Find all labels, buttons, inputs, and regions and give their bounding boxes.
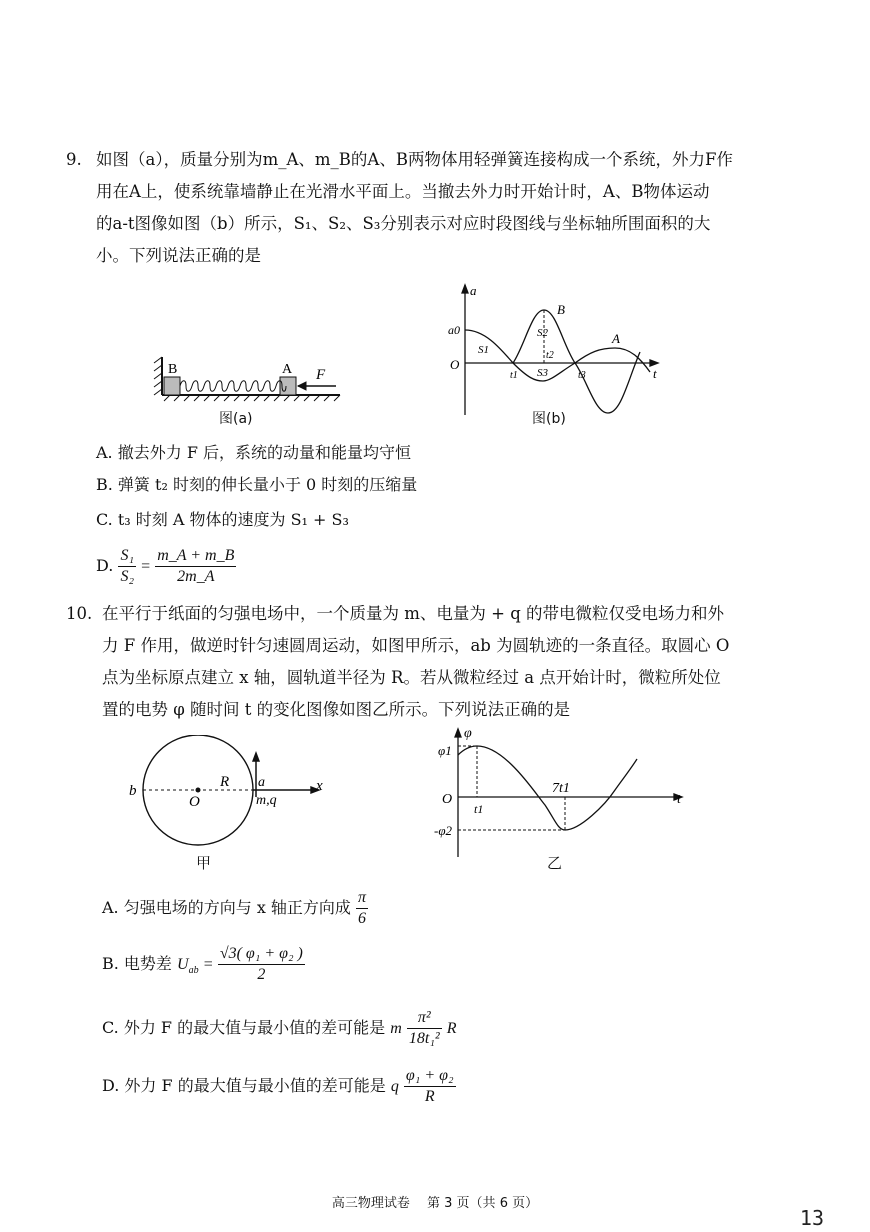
q9-d-lhs-den: S₂: [120, 568, 134, 585]
axis-label-t: t: [653, 366, 657, 381]
origin-label: O: [450, 357, 460, 372]
s1-label: S1: [478, 344, 489, 356]
fig-yi-caption: 乙: [547, 854, 563, 872]
q10-d-den: R: [424, 1088, 435, 1105]
q10-a-num: π: [356, 888, 368, 909]
q10-option-d-text: D. 外力 F 的最大值与最小值的差可能是: [102, 1076, 386, 1095]
fig-jia-caption: 甲: [196, 854, 212, 872]
q10-option-b-text: B. 电势差: [102, 954, 172, 973]
q9-d-lhs-num: S₁: [118, 546, 136, 567]
q10-c-r: R: [446, 1020, 457, 1037]
q10-c-den: 18t₁²: [408, 1030, 440, 1047]
curve-b-label: B: [557, 302, 565, 317]
label-a: A: [282, 362, 293, 377]
block-b: [164, 377, 180, 395]
figure-yi: [430, 725, 695, 865]
q10-d-num: φ₁ + φ₂: [404, 1066, 456, 1087]
axis-label-t: t: [677, 792, 681, 807]
t1-label: t1: [474, 802, 484, 816]
label-a: a: [258, 775, 265, 790]
figure-jia: [125, 735, 335, 850]
q10-option-c-text: C. 外力 F 的最大值与最小值的差可能是: [102, 1018, 386, 1037]
q10-option-b[interactable]: B. 电势差 $U_{ab}$ = $\frac{\text{√3( φ₁ + φ₂ )}}{2}$: [102, 945, 303, 983]
label-force: F: [316, 367, 326, 383]
q10-option-d[interactable]: [102, 1066, 456, 1107]
label-b: B: [168, 362, 178, 377]
t3-label: t3: [578, 370, 586, 381]
q9-option-a[interactable]: A. 撤去外力 F 后，系统的动量和能量均守恒: [96, 443, 412, 462]
neg-phi2-label: -φ2: [434, 823, 453, 838]
q9-option-c[interactable]: C. t₃ 时刻 A 物体的速度为 S₁ + S₃: [96, 510, 349, 529]
q10-line-1: 在平行于纸面的匀强电场中，一个质量为 m、电量为 + q 的带电微粒仅受电场力和外: [102, 604, 725, 623]
phi1-label: φ1: [438, 743, 452, 758]
q10-d-q: q: [390, 1078, 399, 1095]
label-x: x: [316, 778, 323, 794]
q10-option-a[interactable]: [102, 888, 368, 929]
q10-line-2: 力 F 作用，做逆时针匀速圆周运动，如图甲所示，ab 为圆轨迹的一条直径。取圆心 O: [102, 636, 730, 655]
label-r: R: [220, 774, 230, 790]
curve-a-label: A: [612, 331, 620, 346]
q9-line-4: 小。下列说法正确的是: [96, 246, 261, 265]
7t1-label: 7t1: [552, 781, 570, 796]
q9-option-d-prefix: D.: [96, 556, 114, 575]
origin-label: O: [442, 792, 453, 807]
label-b: b: [129, 783, 137, 799]
curve-a: [465, 330, 650, 381]
q10-b-den: 2: [257, 966, 266, 983]
q9-d-rhs-den: 2m_A: [177, 568, 215, 585]
s3-label: S3: [537, 367, 548, 379]
q10-b-sub: ab: [188, 965, 199, 977]
t1-label: t1: [510, 370, 518, 381]
axis-label-a: a: [470, 283, 477, 298]
center-dot: [196, 788, 201, 793]
q9-d-rhs-num: m_A + m_B: [155, 546, 236, 567]
q9-line-1: 如图（a），质量分别为m_A、m_B的A、B两物体用轻弹簧连接构成一个系统，外力F作: [96, 150, 733, 169]
q10-a-den: 6: [358, 910, 367, 927]
spring: [180, 381, 286, 392]
s2-label: S2: [537, 327, 548, 339]
figure-b: [440, 280, 670, 425]
fig-b-caption: 图(b): [532, 411, 566, 427]
q10-b-var: U: [177, 956, 189, 973]
q10-c-m: m: [390, 1020, 402, 1037]
q10-line-4: 置的电势 φ 随时间 t 的变化图像如图乙所示。下列说法正确的是: [102, 700, 571, 719]
label-mq: m,q: [256, 793, 277, 808]
potential-curve: [458, 746, 637, 830]
page-number: 13: [799, 1206, 824, 1230]
t2-label: t2: [546, 350, 554, 361]
q9-number: 9.: [66, 150, 82, 169]
label-o: O: [189, 794, 200, 810]
q9-line-3: 的a-t图像如图（b）所示，S₁、S₂、S₃分别表示对应时段图线与坐标轴所围面积的大: [96, 214, 711, 233]
q10-b-num: √3( φ₁ + φ₂ ): [218, 944, 305, 965]
q9-option-b[interactable]: B. 弹簧 t₂ 时刻的伸长量小于 0 时刻的压缩量: [96, 475, 418, 494]
fig-a-caption: 图(a): [219, 411, 253, 427]
a0-label: a0: [448, 323, 460, 337]
axis-label-phi: φ: [464, 726, 472, 741]
q10-c-num: π²: [407, 1008, 442, 1029]
page-footer: 高三物理试卷 第 3 页（共 6 页）: [331, 1196, 539, 1211]
q10-number: 10.: [66, 604, 93, 623]
q9-line-2: 用在A上，使系统靠墙静止在光滑水平面上。当撤去外力时开始计时，A、B物体运动: [96, 182, 710, 201]
q10-option-a-text: A. 匀强电场的方向与 x 轴正方向成: [102, 898, 351, 917]
q9-option-d[interactable]: D. $\frac{\text{S₁}}{\text{S₂}}$ = $\frac{m\_A + m\_B}{2m\_A}$: [96, 547, 235, 585]
q10-option-c[interactable]: [102, 1008, 457, 1049]
q10-line-3: 点为坐标原点建立 x 轴，圆轨道半径为 R。若从微粒经过 a 点开始计时，微粒所处位: [102, 668, 721, 687]
